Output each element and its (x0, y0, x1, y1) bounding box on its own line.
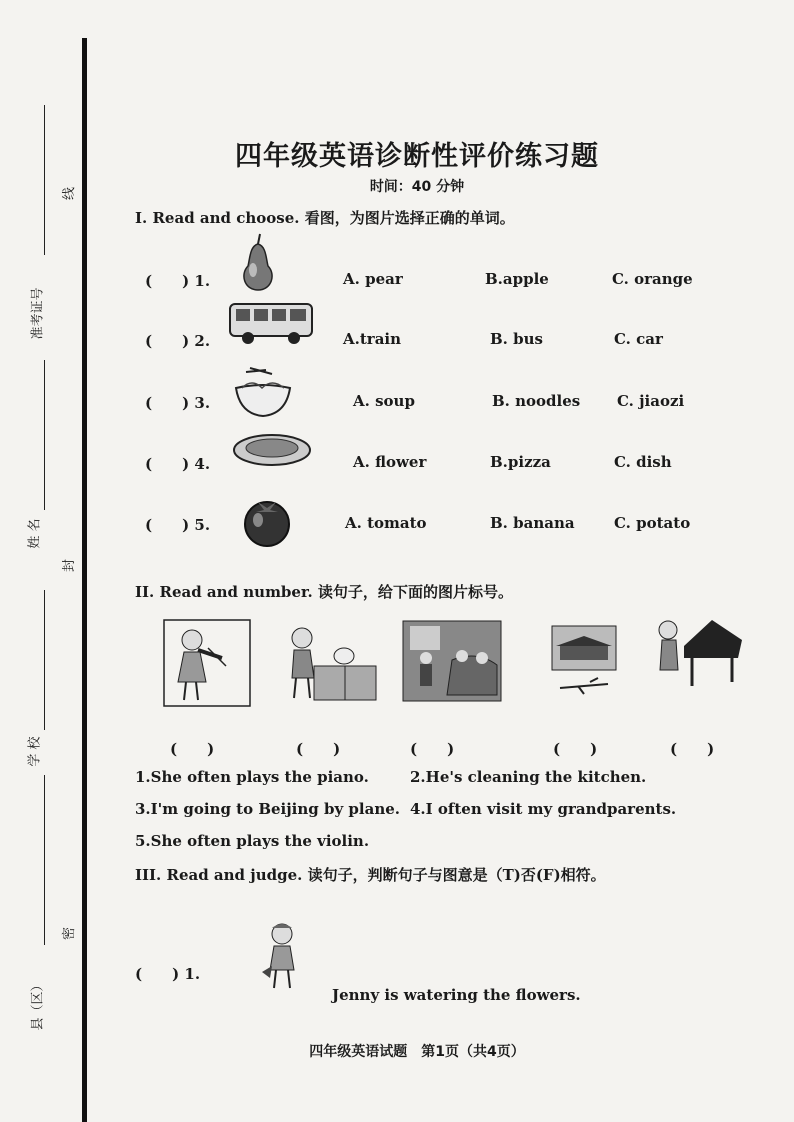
q1-option-a: A. pear (343, 270, 403, 288)
picture2-blank[interactable]: ( ) (296, 740, 341, 758)
side-seal-char: 封 (62, 558, 78, 573)
name-underline (44, 360, 45, 510)
q3-option-a: A. soup (353, 392, 415, 410)
q1-option-c: C. orange (612, 270, 693, 288)
side-exam-id-label: 准考证号 (30, 287, 46, 340)
q3-option-b: B. noodles (492, 392, 581, 410)
q5-option-b: B. banana (490, 514, 575, 532)
q2-option-c: C. car (614, 330, 663, 348)
sentence-4: 4.I often visit my grandparents. (410, 800, 677, 818)
picture1-blank[interactable]: ( ) (170, 740, 215, 758)
q4-option-b: B.pizza (490, 453, 551, 471)
q5-option-c: C. potato (614, 514, 691, 532)
kitchen-boy-icon (284, 618, 378, 702)
tomato-icon (240, 494, 294, 548)
q4-option-c: C. dish (614, 453, 672, 471)
binding-line (82, 38, 87, 1122)
sentence-5: 5.She often plays the violin. (135, 832, 370, 850)
q1-number: ( ) 1. (145, 272, 211, 290)
side-line-char: 线 (62, 186, 78, 201)
county-underline (44, 775, 45, 945)
pear-icon (238, 232, 278, 292)
section1-heading: I. Read and choose. 看图，为图片选择正确的单词。 (135, 209, 515, 227)
sentence-3: 3.I'm going to Beijing by plane. (135, 800, 400, 818)
picture3-blank[interactable]: ( ) (410, 740, 455, 758)
noodles-icon (232, 366, 294, 418)
side-school-label: 学 校 (27, 736, 43, 767)
side-secret-char: 密 (62, 926, 78, 941)
sentence-1: 1.She often plays the piano. (135, 768, 369, 786)
side-county-label: 县（区） (30, 978, 46, 1031)
plane-beijing-icon (548, 624, 620, 700)
visit-grandparents-icon (402, 620, 502, 702)
dish-icon (232, 432, 312, 468)
judge-item-1-number: ( ) 1. (135, 965, 201, 983)
page-title: 四年级英语诊断性评价练习题 (235, 141, 599, 172)
q2-number: ( ) 2. (145, 332, 211, 350)
q4-option-a: A. flower (353, 453, 427, 471)
q5-option-a: A. tomato (345, 514, 427, 532)
q2-option-a: A.train (343, 330, 402, 348)
q2-option-b: B. bus (490, 330, 543, 348)
section2-heading: II. Read and number. 读句子，给下面的图片标号。 (135, 583, 513, 601)
bus-icon (226, 300, 316, 346)
picture4-blank[interactable]: ( ) (553, 740, 598, 758)
q3-option-c: C. jiaozi (617, 392, 685, 410)
school-underline (44, 590, 45, 730)
exam-time: 时间：40 分钟 (369, 179, 465, 195)
judge-item-1-text: Jenny is watering the flowers. (332, 986, 581, 1004)
q5-number: ( ) 5. (145, 516, 211, 534)
picture5-blank[interactable]: ( ) (670, 740, 715, 758)
piano-girl-icon (652, 610, 744, 692)
q4-number: ( ) 4. (145, 455, 211, 473)
side-name-label: 姓 名 (27, 518, 43, 549)
violin-girl-icon (162, 618, 252, 708)
watering-girl-icon (258, 920, 306, 992)
section3-heading: III. Read and judge. 读句子，判断句子与图意是（T)否(F)相符。 (135, 866, 606, 884)
q1-option-b: B.apple (485, 270, 549, 288)
page-footer: 四年级英语试题 第1页（共4页） (309, 1044, 525, 1060)
sentence-2: 2.He's cleaning the kitchen. (410, 768, 647, 786)
q3-number: ( ) 3. (145, 394, 211, 412)
